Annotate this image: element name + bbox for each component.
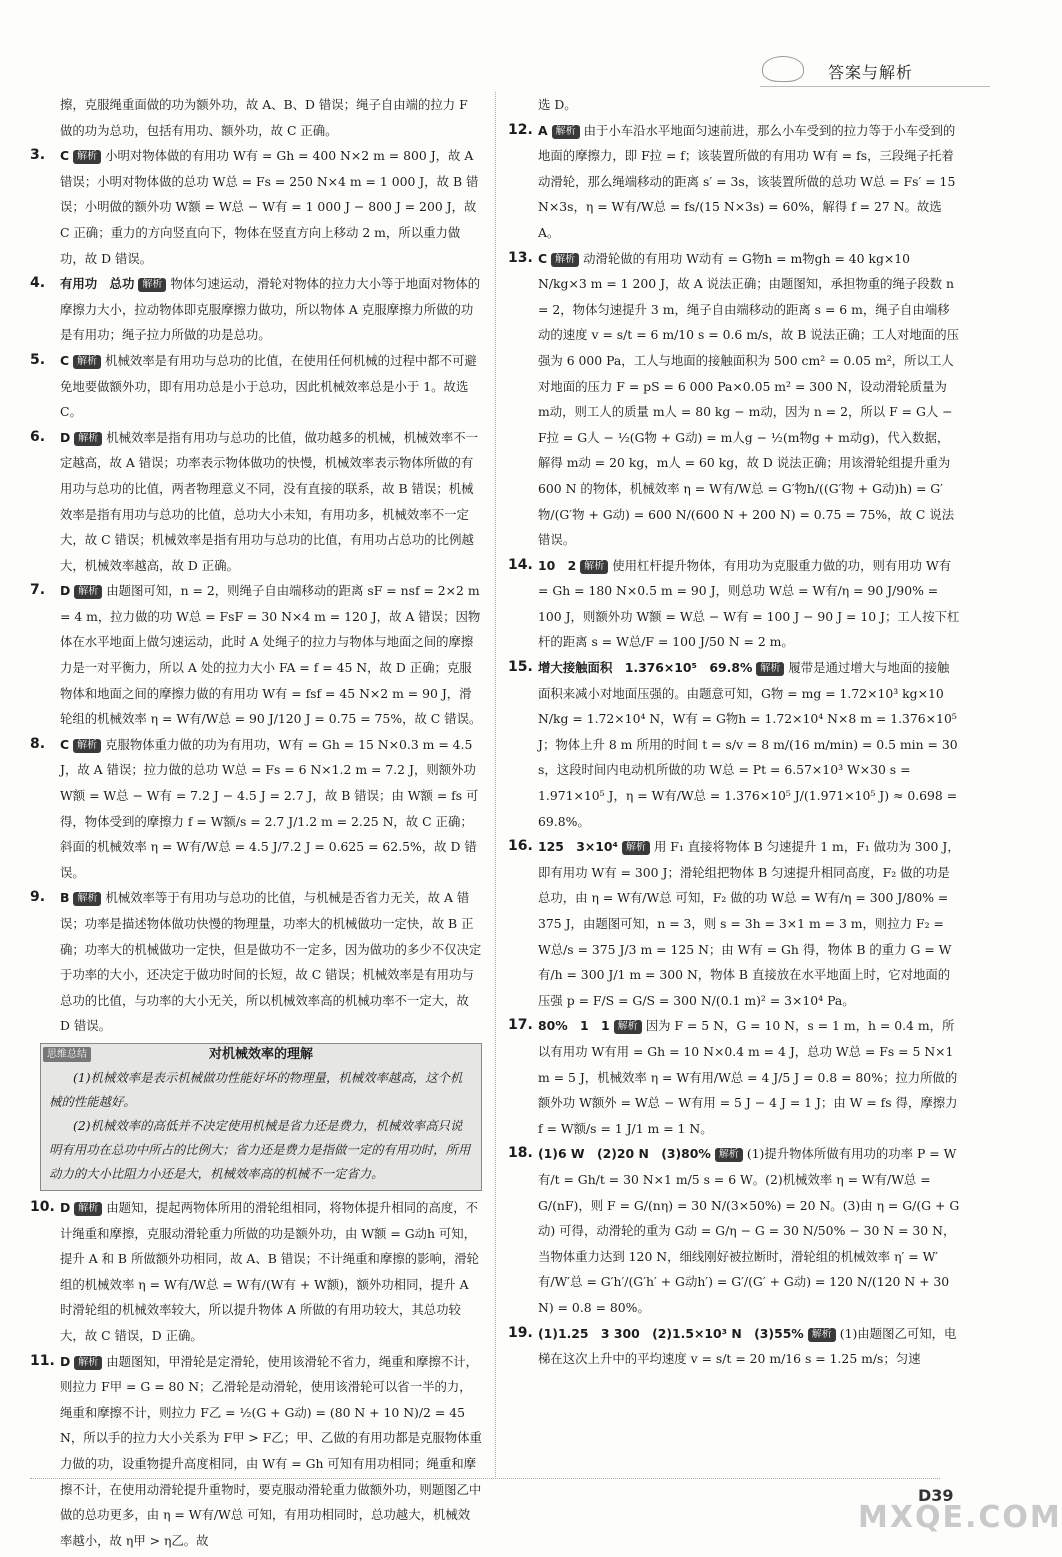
analysis-text: 由题图知，甲滑轮是定滑轮，使用该滑轮不省力，绳重和摩擦不计，则拉力 F甲 = G = 80 N；乙滑轮是动滑轮，使用该滑轮可以省一半的力，绳重和摩擦不计，则拉力 F乙 = ½(G + G动) = (80 N + 10 N)/2 = 45 N，所以手的拉力大小关系为 F甲 > F乙；甲、乙做的有用功都是克服物体重力做的功，设重物提升高度相同，由 W有 = Gh 可知有用功相同；绳重和摩擦不计，在使用动滑轮提升重物时，要克服动滑轮重力做额外功，则题图乙中做的总功更多，由 η = W有/W总 可知，有用功相同时，总功越大，机械效率越小，故 η甲 > η乙。故 [60, 1353, 482, 1548]
analysis-text: 用 F₁ 直接将物体 B 匀速提升 1 m，F₁ 做功为 300 J，即有用功 W有 = 300 J；滑轮组把物体 B 匀速提升相同高度，F₂ 做的功是总功，由 η = W有/W总 可知，F₂ 做的功 W总 = W有/η = 300 J/80% = 375 J，由题图可知，n = 3，则 s = 3h = 3×1 m = 3 m，则拉力 F₂ = W总/s = 375 J/3 m = 125 N；由 W有 = Gh 得，物体 B 的重力 G = W有/h = 300 J/1 m = 300 N，物体 B 直接放在水平地面上时，它对地面的压强 p = F/S = G/S = 300 N/(0.1 m)² = 3×10⁴ Pa。 [538, 839, 960, 1008]
answer-item [30, 425, 482, 579]
answer-item [508, 553, 960, 655]
analysis-text: 因为 F = 5 N，G = 10 N，s = 1 m，h = 0.4 m，所以有用功 W有用 = Gh = 10 N×0.4 m = 4 J，总功 W总 = Fs = 5 N×1 m = 5 J，机械效率 η = W有用/W总 = 4 J/5 J = 0.8 = 80%；拉力所做的额外功 W额外 = W总 − W有用 = 5 J − 4 J = 1 J；由 W = fs 得，摩擦力 f = W额/s = 1 J/1 m = 1 N。 [538, 1018, 958, 1136]
answer-item [30, 1195, 482, 1349]
answer-key: B [60, 890, 70, 906]
question-number: 11. [30, 1352, 55, 1369]
analysis-badge: 解析 [138, 278, 166, 292]
answer-key: D [60, 583, 71, 599]
question-number: 18. [508, 1145, 533, 1162]
analysis-badge: 解析 [552, 125, 580, 139]
answer-key: (1)6 W (2)20 N (3)80% [538, 1146, 711, 1162]
summary-box [40, 1043, 482, 1191]
answer-key: C [60, 736, 70, 752]
summary-header [49, 1044, 473, 1066]
answer-key: A [538, 122, 548, 138]
header-title: 答案与解析 [828, 63, 914, 82]
summary-line: (1)机械效率是表示机械做功性能好坏的物理量，机械效率越高，这个机械的性能越好。 [49, 1069, 463, 1109]
question-number: 16. [508, 838, 533, 855]
answer-item [508, 246, 960, 553]
answer-item [508, 1013, 960, 1141]
page-header [760, 52, 990, 90]
analysis-badge: 解析 [808, 1328, 836, 1342]
analysis-badge: 解析 [715, 1148, 743, 1162]
summary-tag: 思维总结 [43, 1047, 91, 1062]
analysis-text: 克服物体重力做的功为有用功，W有 = Gh = 15 N×0.3 m = 4.5 J，故 A 错误；拉力做的总功 W总 = Fs = 6 N×1.2 m = 7.2 J，则额外功 W额 = W总 − W有 = 7.2 J − 4.5 J = 2.7 J，故 B 错误；由 W额 = fs 可得，物体受到的摩擦力 f = W额/s = 2.7 J/1.2 m = 2.25 N，故 C 正确；斜面的机械效率 η = W有/W总 = 4.5 J/7.2 J = 0.625 = 62.5%，故 D 错误。 [60, 736, 479, 880]
question-number: 13. [508, 249, 533, 266]
analysis-badge: 解析 [580, 560, 608, 574]
analysis-badge: 解析 [756, 662, 784, 676]
watermark-logo: MXQE.COM [858, 1500, 1062, 1535]
lead-in-text: 选 D。 [538, 97, 577, 112]
footer-rule [30, 1478, 940, 1479]
question-number: 10. [30, 1198, 55, 1215]
answer-item [30, 143, 482, 271]
answer-item [508, 118, 960, 246]
analysis-badge: 解析 [74, 1356, 102, 1370]
analysis-badge: 解析 [73, 892, 101, 906]
question-number: 19. [508, 1324, 533, 1341]
question-number: 17. [508, 1017, 533, 1034]
analysis-badge: 解析 [74, 432, 102, 446]
answer-item [508, 834, 960, 1013]
summary-title: 对机械效率的理解 [208, 1046, 313, 1062]
answer-item [508, 1321, 960, 1372]
analysis-text: 机械效率是有用功与总功的比值，在使用任何机械的过程中都不可避免地要做额外功，即有用功总是小于总功，因此机械效率总是小于 1。故选 C。 [60, 352, 477, 420]
summary-line: (2)机械效率的高低并不决定使用机械是省力还是费力，机械效率高只说明有用功在总功中所占的比例大；省力还是费力是指做一定的有用功时，所用动力的大小比阻力小还是大，机械效率高的机械不一定省力。 [49, 1117, 471, 1181]
analysis-text: (1)由题图乙可知，电梯在这次上升中的平均速度 v = s/t = 20 m/16 s = 1.25 m/s；匀速 [538, 1325, 957, 1367]
question-number: 7. [30, 582, 46, 599]
answer-item [508, 1141, 960, 1320]
right-column [508, 92, 960, 1372]
question-number: 12. [508, 121, 533, 138]
answer-key: 125 3×10⁴ [538, 839, 618, 855]
answer-item [30, 1349, 482, 1554]
analysis-text: 机械效率等于有用功与总功的比值，与机械是否省力无关，故 A 错误；功率是描述物体做功快慢的物理量，功率大的机械做功一定快，故 B 正确；功率大的机械做功一定快，但是做功不一定多，因为做功的多少不仅决定于功率的大小，还决定于做功时间的长短，故 C 错误；机械效率是有用功与总功的比值，与功率的大小无关，所以机械效率高的机械功率不一定大，故 D 错误。 [60, 890, 482, 1034]
question-number: 6. [30, 428, 46, 445]
page-number: D39 [918, 1486, 954, 1505]
analysis-text: 使用杠杆提升物体，有用功为克服重力做的功，则有用功 W有 = Gh = 180 N×0.5 m = 90 J，则总功 W总 = W有/η = 90 J/90% = 100 J，则额外功 W额 = W总 − W有 = 100 J − 90 J = 10 J；工人按下杠杆的距离 s = W总/F = 100 J/50 N = 2 m。 [538, 557, 960, 650]
answer-item [30, 578, 482, 732]
analysis-badge: 解析 [73, 355, 101, 369]
answer-key: 80% 1 1 [538, 1018, 610, 1034]
analysis-text: 由题图可知，n = 2，则绳子自由端移动的距离 sF = nsf = 2×2 m = 4 m，拉力做的功 W总 = FsF = 30 N×4 m = 120 J，故 A 错误；因物体在水平地面上做匀速运动，此时 A 处绳子的拉力与物体与地面之间的摩擦力是一对平衡力，所以 A 处的拉力大小 FA = f = 45 N，故 D 正确；克服物体和地面之间的摩擦力做的有用功 W有 = fsf = 45 N×2 m = 90 J，滑轮组的机械效率 η = W有/W总 = 90 J/120 J = 0.75 = 75%，故 C 错误。 [60, 583, 482, 727]
answer-item [30, 885, 482, 1039]
analysis-text: (1)提升物体所做有用功的功率 P = W有/t = Gh/t = 30 N×1 m/5 s = 6 W。(2)机械效率 η = W有/W总 = G/(nF)，则 F = G/(nη) = 30 N/(3×50%) = 20 N。(3)由 η = G/(G + G动) 可得，动滑轮的重为 G动 = G/η − G = 30 N/50% − 30 N = 30 N，当物体重力达到 120 N，细线刚好被拉断时，滑轮组的机械效率 η′ = W′有/W′总 = G′h′/(G′h′ + G动h′) = G′/(G′ + G动) = 120 N/(120 N + 30 N) = 0.8 = 80%。 [538, 1146, 960, 1315]
answer-key: D [60, 1199, 71, 1215]
question-number: 5. [30, 351, 46, 368]
question-number: 9. [30, 889, 46, 906]
answer-item [30, 732, 482, 886]
answer-key: 增大接触面积 1.376×10⁵ 69.8% [538, 660, 753, 676]
answer-key: (1)1.25 3 300 (2)1.5×10³ N (3)55% [538, 1325, 804, 1341]
analysis-text: 由题知，提起两物体所用的滑轮组相同，将物体提升相同的高度，不计绳重和摩擦，克服动滑轮重力所做的功是额外功，由 W额 = G动h 可知，提升 A 和 B 所做额外功相同，故 A、B 错误；不计绳重和摩擦的影响，滑轮组的机械效率 η = W有/W总 = W有/(W有 + W额)，额外功相同，提升 A 时滑轮组的机械效率较大，所以提升物体 A 所做的有用功较大，其总功较大，故 C 错误，D 正确。 [60, 1199, 480, 1343]
analysis-text: 动滑轮做的有用功 W动有 = G物h = m物gh = 40 kg×10 N/kg×3 m = 1 200 J，故 A 说法正确；由题图知，承担物重的绳子段数 n = 2，物体匀速提升 3 m，绳子自由端移动的距离 s = 6 m，绳子自由端移动的速度 v = s/t = 6 m/10 s = 0.6 m/s，故 B 说法正确；工人对地面的压强为 6 000 Pa，工人与地面的接触面积为 500 cm² = 0.05 m²，所以工人对地面的压力 F = pS = 6 000 Pa×0.05 m² = 300 N，设动滑轮质量为 m动，则工人的质量 m人 = 80 kg − m动，因为 n = 2，所以 F = G人 − F拉 = G人 − ½(G物 + G动) = m人g − ½(m物g + m动g)，代入数据，解得 m动 = 20 kg，m人 = 60 kg，故 D 说法正确；用该滑轮组提升重为 600 N 的物体，机械效率 η = W有/W总 = G′物h/((G′物 + G动)h) = G′物/(G′物 + G动) = 600 N/(600 N + 200 N) = 0.75 = 75%，故 C 说法错误。 [538, 250, 959, 548]
answer-item [30, 271, 482, 348]
analysis-badge: 解析 [73, 739, 101, 753]
answer-key: D [60, 429, 71, 445]
header-rule [760, 86, 990, 87]
cartoon-icon [762, 56, 804, 82]
answer-key: C [60, 352, 70, 368]
answer-key: C [538, 250, 548, 266]
answer-key: 有用功 总功 [60, 276, 135, 292]
question-number: 3. [30, 147, 46, 164]
analysis-text: 小明对物体做的有用功 W有 = Gh = 400 N×2 m = 800 J，故 A 错误；小明对物体做的总功 W总 = Fs = 250 N×4 m = 1 000 J，故 B 错误；小明做的额外功 W额 = W总 − W有 = 1 000 J − 800 J = 200 J，故 C 正确；重力的方向竖直向下，物体在竖直方向上移动 2 m，所以重力做功，故 D 错误。 [60, 148, 479, 266]
left-column [30, 92, 482, 1553]
column-divider [495, 92, 496, 1477]
answer-item [508, 655, 960, 834]
question-number: 14. [508, 556, 533, 573]
analysis-badge: 解析 [614, 1020, 642, 1034]
answer-item [30, 348, 482, 425]
answer-key: C [60, 148, 70, 164]
analysis-text: 履带是通过增大与地面的接触面积来减小对地面压强的。由题意可知，G物 = mg = 1.72×10³ kg×10 N/kg = 1.72×10⁴ N，W有 = G物h = 1.72×10⁴ N×8 m = 1.376×10⁵ J；物体上升 8 m 所用的时间 t = s/v = 8 m/(16 m/min) = 0.5 min = 30 s，这段时间内电动机所做的功 W总 = Pt = 6.57×10³ W×30 s = 1.971×10⁵ J，η = W有/W总 = 1.376×10⁵ J/(1.971×10⁵ J) ≈ 0.698 = 69.8%。 [538, 660, 958, 829]
analysis-badge: 解析 [622, 841, 650, 855]
analysis-badge: 解析 [74, 1202, 102, 1216]
answer-key: 10 2 [538, 557, 577, 573]
question-number: 8. [30, 735, 46, 752]
analysis-text: 机械效率是指有用功与总功的比值，做功越多的机械，机械效率不一定越高，故 A 错误；功率表示物体做功的快慢，机械效率表示物体所做的有用功与总功的比值，两者物理意义不同，没有直接的联系，故 B 错误；机械效率是指有用功与总功的比值，总功大小未知，有用功多，机械效率不一定大，故 C 错误；机械效率是指有用功与总功的比值，有用功占总功的比例越大，机械效率越高，故 D 正确。 [60, 429, 479, 573]
analysis-badge: 解析 [73, 150, 101, 164]
answer-key: D [60, 1353, 71, 1369]
lead-in-text: 擦，克服绳重面做的功为额外功，故 A、B、D 错误；绳子自由端的拉力 F 做的功为总功，包括有用功、额外功，故 C 正确。 [60, 97, 468, 138]
question-number: 15. [508, 659, 533, 676]
question-number: 4. [30, 275, 46, 292]
analysis-badge: 解析 [74, 585, 102, 599]
analysis-text: 物体匀速运动，滑轮对物体的拉力大小等于地面对物体的摩擦力大小，拉动物体即克服摩擦力做功，所以物体 A 克服摩擦力所做的功是有用功；绳子拉力所做的功是总功。 [60, 276, 481, 343]
analysis-badge: 解析 [551, 253, 579, 267]
analysis-text: 由于小车沿水平地面匀速前进，那么小车受到的拉力等于小车受到的地面的摩擦力，即 F拉 = f；该装置所做的有用功 W有 = fs，三段绳子托着动滑轮，那么绳端移动的距离 s′ = 3s，该装置所做的总功 W总 = Fs′ = 15 N×3s，η = W有/W总 = fs/(15 N×3s) = 60%，解得 f = 27 N。故选 A。 [538, 122, 956, 240]
